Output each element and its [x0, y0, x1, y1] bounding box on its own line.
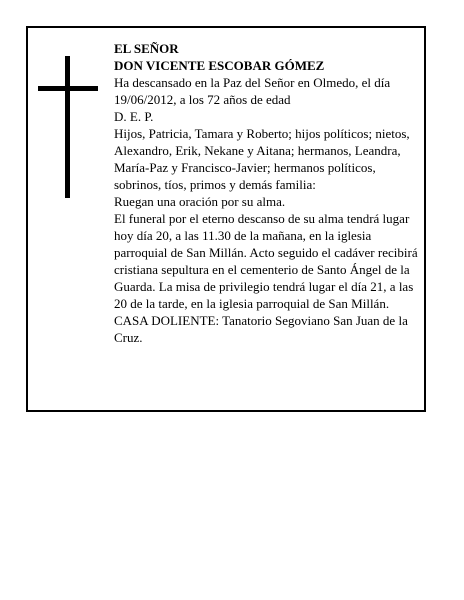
notice-title-line1: EL SEÑOR — [114, 41, 179, 56]
rip-abbreviation: D. E. P. — [114, 109, 154, 124]
cross-vertical-bar — [65, 56, 70, 198]
latin-cross-icon — [38, 56, 98, 198]
deceased-name: DON VICENTE ESCOBAR GÓMEZ — [114, 58, 325, 73]
funeral-details: El funeral por el eterno descanso de su alma tendrá lugar hoy día 20, a las 11.30 de la mañana, en la iglesia parroquial de San Millán. Acto seguido el cadáver recibirá cristiana sepultura en el cementerio de Santo Ángel de la Guarda. La misa de privilegio tendrá lugar el día 21, a las 20 de la tarde, en la iglesia parroquial de San Millán. — [114, 211, 418, 311]
obituary-text — [114, 40, 418, 346]
death-statement: Ha descansado en la Paz del Señor en Olmedo, el día 19/06/2012, a los 72 años de edad — [114, 75, 391, 107]
family-list: Hijos, Patricia, Tamara y Roberto; hijos políticos; nietos, Alexandro, Erik, Nekane y Aitana; hermanos, Leandra, María-Paz y Francisco-Javier; hermanos políticos, sobrinos, tíos, primos y demás familia: — [114, 126, 410, 192]
prayer-request: Ruegan una oración por su alma. — [114, 194, 286, 209]
cross-horizontal-bar — [38, 86, 98, 91]
mourning-house: CASA DOLIENTE: Tanatorio Segoviano San Juan de la Cruz. — [114, 313, 408, 345]
obituary-notice — [26, 26, 426, 412]
